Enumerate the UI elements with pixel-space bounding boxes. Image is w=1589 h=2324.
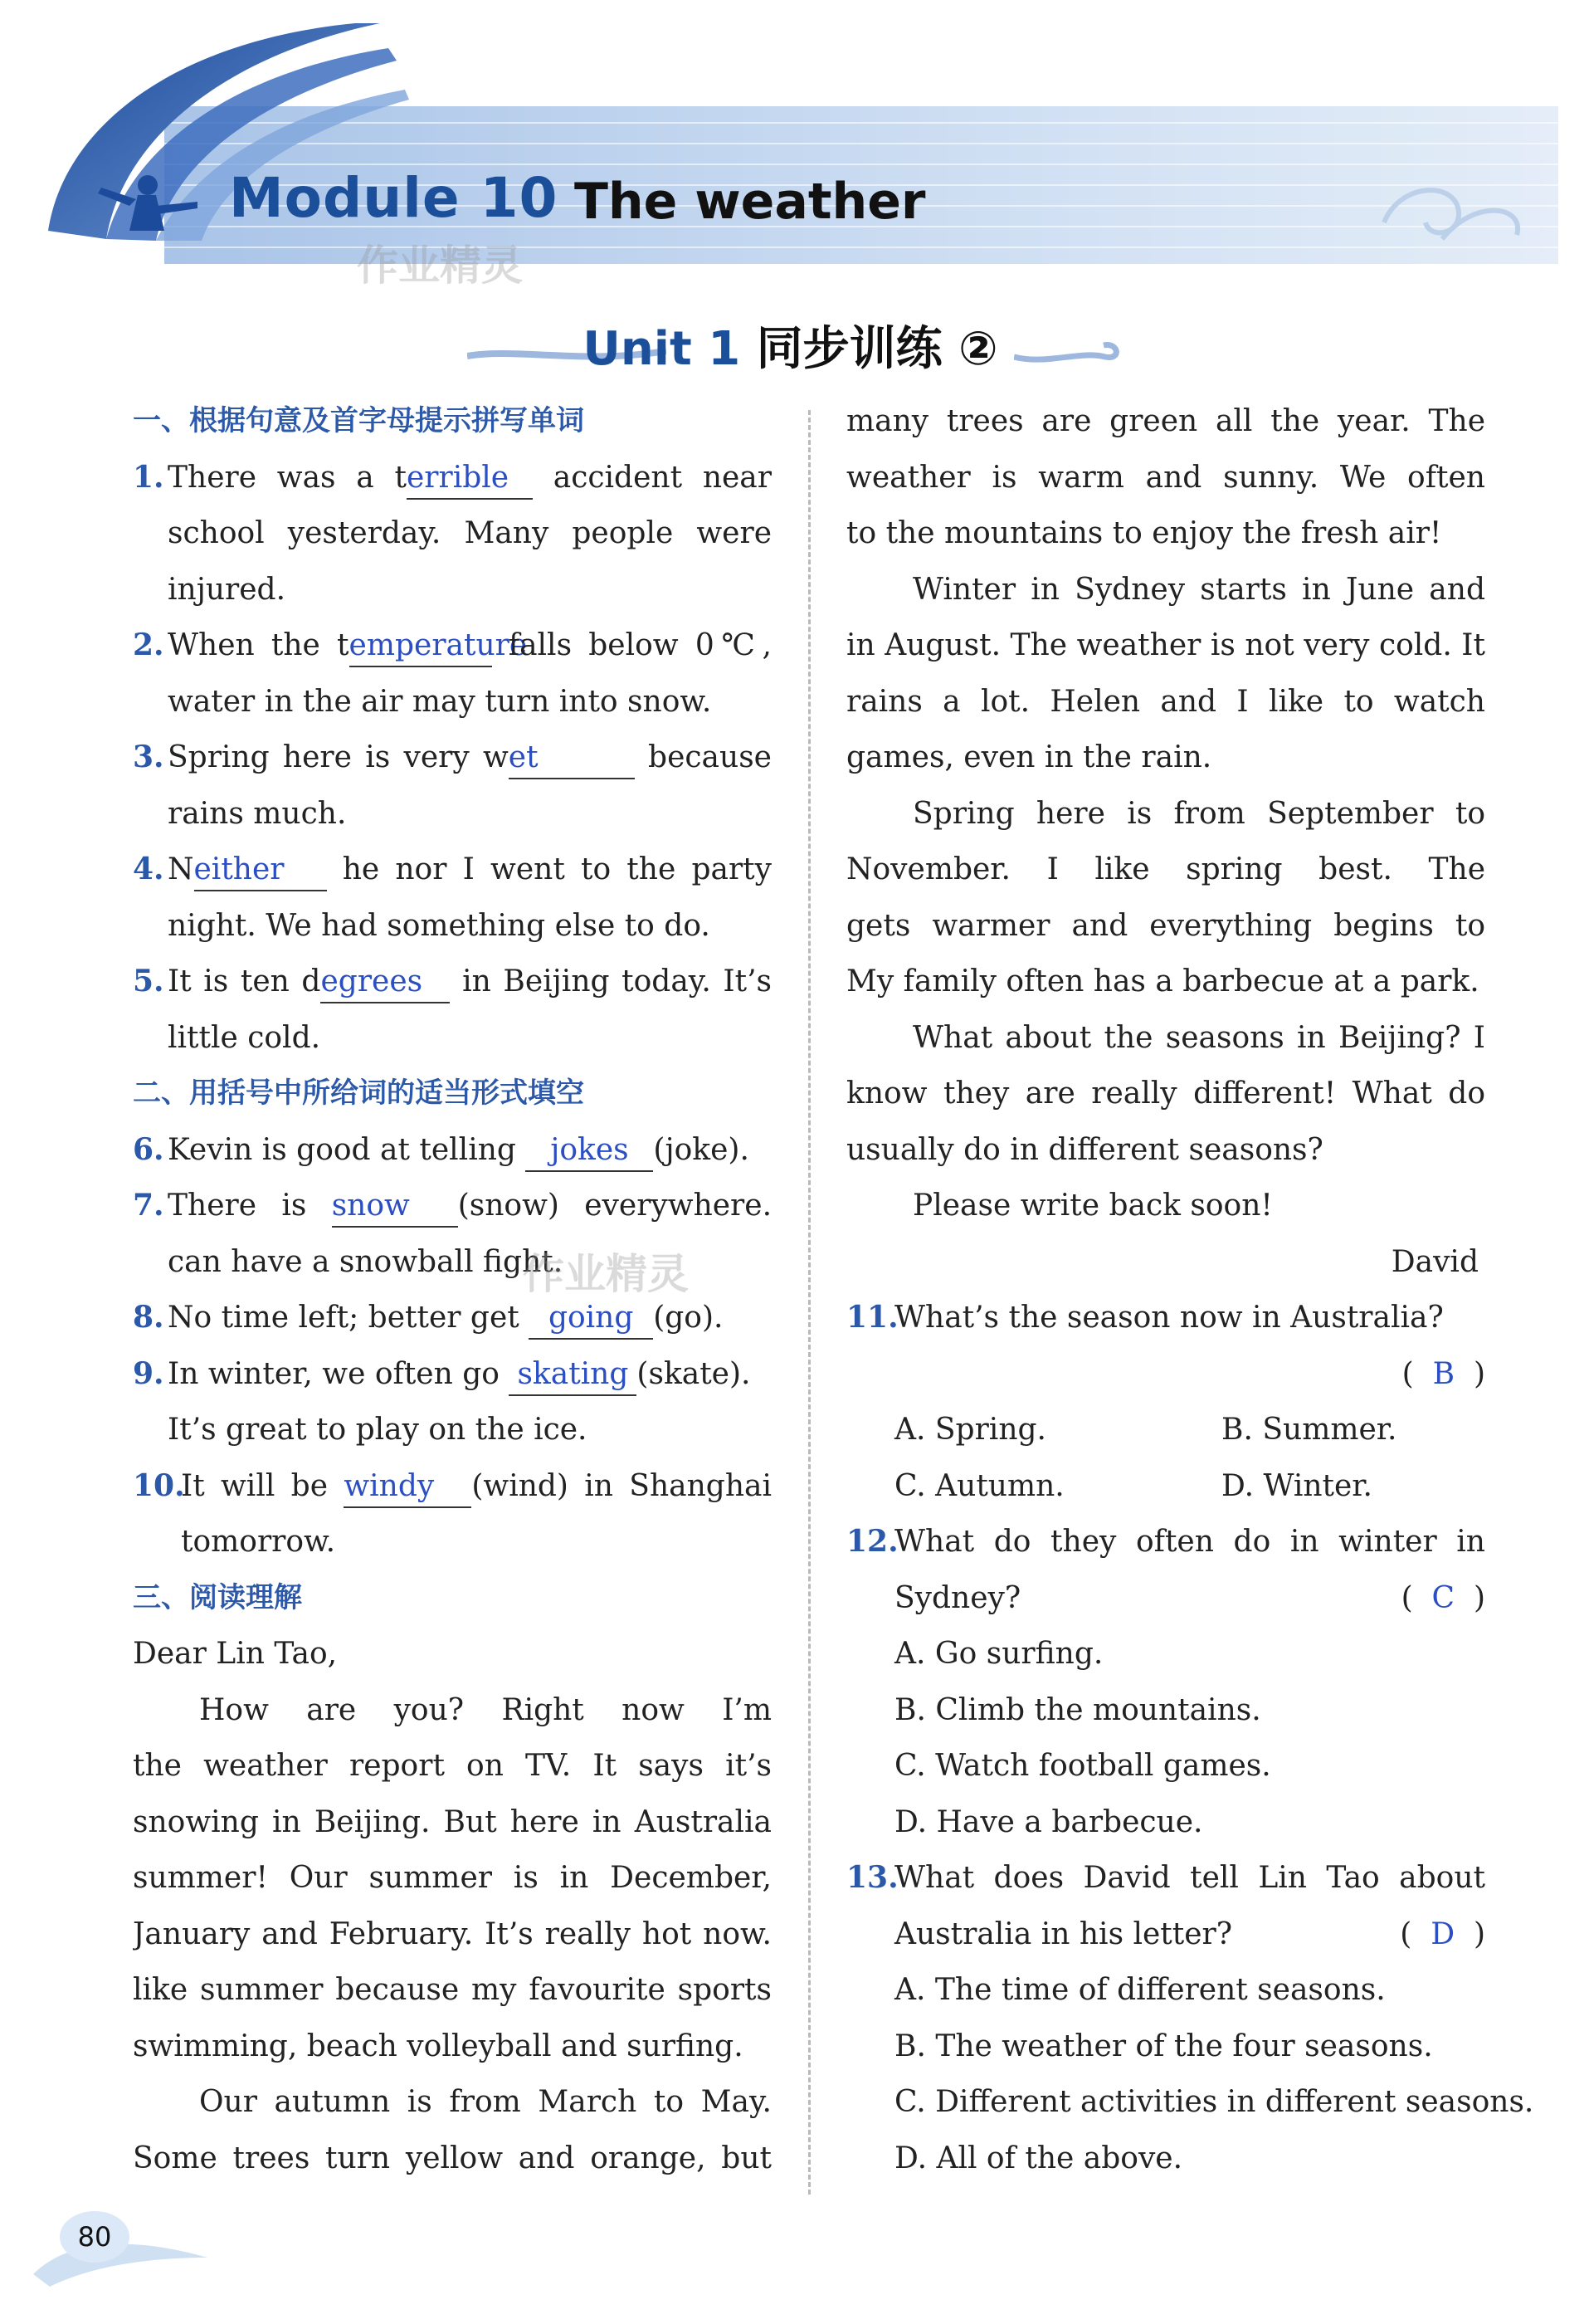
question-12: 12. What do they often do in winter in — [846, 1524, 1485, 1559]
unit-label: Unit 1 — [582, 322, 741, 376]
letter-line: many trees are green all the year. The — [846, 404, 1485, 438]
letter-line: games, even in the rain. — [846, 740, 1212, 774]
header-banner — [32, 23, 1558, 281]
answer-2[interactable]: emperature — [349, 628, 528, 662]
question-1: 1. There was a terrible accident near — [133, 450, 772, 506]
module-title: Module 10 — [229, 166, 558, 230]
letter-line: Spring here is from September to — [913, 796, 1485, 831]
unit-title — [0, 312, 1589, 378]
letter-line: Our autumn is from March to May. — [199, 2085, 772, 2119]
letter-closing: Please write back soon! — [913, 1189, 1273, 1223]
letter-line: November. I like spring best. The — [846, 852, 1485, 886]
letter-line: snowing in Beijing. But here in Australia — [133, 1804, 772, 1839]
letter-signature: David — [1391, 1244, 1479, 1279]
wave-right-icon — [1014, 335, 1122, 369]
answer-8[interactable]: going — [548, 1301, 634, 1335]
answer-5[interactable]: egrees — [320, 964, 423, 998]
question-6: 6. Kevin is good at telling jokes (joke). — [133, 1122, 772, 1179]
question-2: 2. When the temperature falls below 0℃, — [133, 618, 772, 674]
option-11-d[interactable]: D. Winter. — [1221, 1468, 1373, 1503]
question-13: 13. What does David tell Lin Tao about — [846, 1860, 1485, 1895]
letter-line: to the mountains to enjoy the fresh air! — [846, 516, 1442, 550]
section3-title: 三、阅读理解 — [133, 1580, 302, 1614]
page-number: 80 — [60, 2211, 129, 2263]
answer-10[interactable]: windy — [344, 1468, 435, 1503]
letter-line: How are you? Right now I’m — [199, 1692, 772, 1727]
unit-suffix: 同步训练 ② — [756, 322, 998, 376]
letter-line: summer! Our summer is in December, — [133, 1861, 772, 1895]
watermark-middle: 作业精灵 — [523, 1250, 689, 1298]
answer-12-bracket: ( C ) — [1401, 1580, 1485, 1615]
question-11: 11. What’s the season now in Australia? — [846, 1300, 1444, 1335]
letter-line: gets warmer and everything begins to — [846, 908, 1485, 943]
letter-line: in August. The weather is not very cold. It — [846, 628, 1485, 662]
option-12-d[interactable]: D. Have a barbecue. — [894, 1804, 1203, 1839]
answer-13[interactable]: D — [1431, 1916, 1455, 1951]
question-8: 8. No time left; better get going (go). — [133, 1290, 772, 1346]
letter-greeting: Dear Lin Tao, — [133, 1637, 338, 1671]
answer-4[interactable]: either — [193, 852, 285, 886]
letter-line: swimming, beach volleyball and surfing. — [133, 2029, 743, 2063]
letter-line: What about the seasons in Beijing? I — [913, 1020, 1485, 1055]
left-column: 一、根据句意及首字母提示拼写单词 1. There was a terrible accident near school yesterday. Many people were injured. 2. When the temperature falls below 0℃, water in the air may turn into snow. 3. Spring here is very wet because rains much. 4. Neither he nor I went to the party night. We had something else to do. 5. It is ten degrees in Beijing today. It’s little cold. 二、用括号中所给词的适当形式填空 6. Kevin is good at telling jokes (joke). 7. There is snow (snow) everywhere. can have a snowball fight. 8. No time left; better get going (go). 9. In winter, we often go skating (skate). It’s great to play on the ice. 10. It will be windy (wind) in Shanghai tomorrow. 三、阅读理解 Dear Lin Tao, How are you? Right now I’m the weather report on TV. It says it’s snowing in Beijing. But here in Australia summer! Our summer is in December, January and February. It’s really hot now. like summer because my favourite sports swimming, beach volleyball and surfing. Our autumn is from March to May. Some trees turn yellow and orange, but — [133, 393, 772, 2186]
answer-7[interactable]: snow — [331, 1189, 410, 1223]
question-7: 7. There is snow (snow) everywhere. — [133, 1178, 772, 1234]
answer-12[interactable]: C — [1431, 1580, 1455, 1615]
question-9: 9. In winter, we often go skating (skate). — [133, 1346, 772, 1403]
column-divider — [808, 410, 811, 2195]
option-13-a[interactable]: A. The time of different seasons. — [894, 1973, 1386, 2007]
option-11-b[interactable]: B. Summer. — [1221, 1413, 1397, 1447]
answer-13-bracket: ( D ) — [1400, 1916, 1485, 1951]
question-10: 10. It will be windy (wind) in Shanghai — [133, 1458, 772, 1515]
question-4: 4. Neither he nor I went to the party — [133, 842, 772, 898]
letter-line: usually do in different seasons? — [846, 1132, 1323, 1167]
letter-line: My family often has a barbecue at a park. — [846, 964, 1479, 998]
question-5: 5. It is ten degrees in Beijing today. It’s — [133, 954, 772, 1010]
answer-3[interactable]: et — [508, 740, 539, 774]
answer-11[interactable]: B — [1432, 1356, 1455, 1391]
option-13-c[interactable]: C. Different activities in different seasons. — [894, 2085, 1534, 2119]
letter-line: know they are really different! What do — [846, 1077, 1485, 1111]
option-13-b[interactable]: B. The weather of the four seasons. — [894, 2029, 1433, 2063]
option-12-b[interactable]: B. Climb the mountains. — [894, 1692, 1261, 1727]
option-12-a[interactable]: A. Go surfing. — [894, 1637, 1104, 1671]
option-11-a[interactable]: A. Spring. — [894, 1413, 1046, 1447]
section1-title: 一、根据句意及首字母提示拼写单词 — [133, 404, 584, 437]
letter-line: rains a lot. Helen and I like to watch — [846, 684, 1485, 719]
section2-title: 二、用括号中所给词的适当形式填空 — [133, 1077, 584, 1110]
module-subtitle: The weather — [574, 173, 926, 231]
answer-9[interactable]: skating — [517, 1356, 629, 1391]
letter-line: like summer because my favourite sports — [133, 1973, 772, 2007]
question-3: 3. Spring here is very wet because — [133, 730, 772, 786]
letter-line: Winter in Sydney starts in June and — [913, 572, 1485, 607]
answer-11-bracket: ( B ) — [1401, 1356, 1485, 1391]
letter-line: the weather report on TV. It says it’s — [133, 1749, 772, 1783]
letter-line: Some trees turn yellow and orange, but — [133, 2141, 772, 2175]
option-11-c[interactable]: C. Autumn. — [894, 1468, 1065, 1503]
answer-1[interactable]: errible — [406, 460, 509, 495]
right-column: many trees are green all the year. The weather is warm and sunny. We often to the mountains to enjoy the fresh air! Winter in Sydney starts in June and in August. The weather is not very cold. It rains a lot. Helen and I like to watch games, even in the rain. Spring here is from September to November. I like spring best. The gets warmer and everything begins to My family often has a barbecue at a park. What about the seasons in Beijing? I know they are really different! What do usually do in different seasons? Please write back soon! David 11. What’s the season now in Australia? ( B ) A. Spring. B. Summer. C. Autumn. D. Winter. 12. What do they often do in winter in Sydney? ( C ) A. Go surfing. B. Climb the mountains. C. Watch football games. D. Have a barbecue. 13. What does David tell Lin Tao about Australia in his letter? ( D ) A. The time of different seasons. B. The weather of the four seasons. C. Different activities in different seasons. D. All of the above. — [846, 393, 1485, 2186]
letter-line: January and February. It’s really hot now. — [133, 1916, 772, 1951]
option-12-c[interactable]: C. Watch football games. — [894, 1749, 1271, 1783]
answer-6[interactable]: jokes — [550, 1132, 629, 1167]
watermark: 作业精灵 — [357, 242, 523, 290]
option-13-d[interactable]: D. All of the above. — [894, 2141, 1183, 2175]
letter-line: weather is warm and sunny. We often — [846, 460, 1485, 495]
